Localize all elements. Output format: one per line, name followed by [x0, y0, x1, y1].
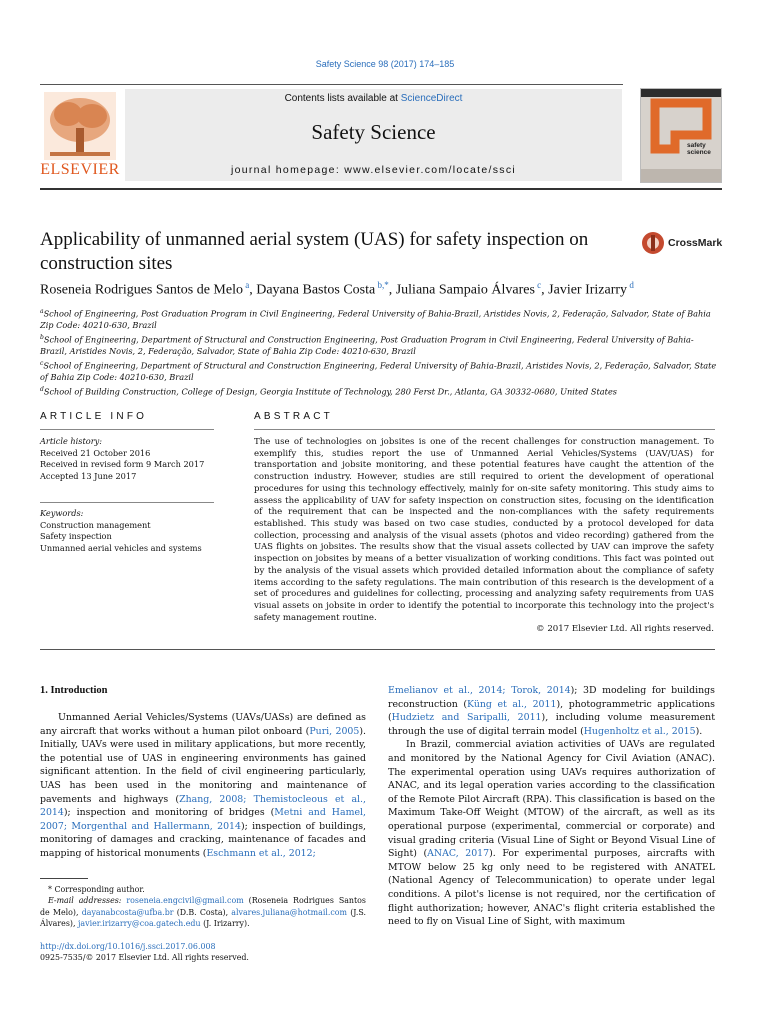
author-affiliation-marker[interactable]: c: [534, 280, 542, 290]
email-link[interactable]: roseneia.engcivil@gmail.com: [126, 896, 244, 906]
author-name: Juliana Sampaio Álvares: [395, 282, 535, 298]
reference-link[interactable]: Hudzietz and Saripalli, 2011: [391, 712, 542, 724]
paragraph-text: ); inspection of buildings, monitoring of damages and cracking, maintenance of facades and mapping of historical monuments (: [40, 820, 366, 859]
affiliation-marker: b: [40, 333, 44, 341]
paragraph-text: ). For experimental purposes, aircrafts with MTOW below 25 kg only need to be registered with ANATEL (National Agency of Telecommunication) to operate under legal conditions. A pilot's license is not required, nor the certification of flight authorization; however, ANAC's flight criteria established the need to fly on Visual Line of Sight, with maximum: [388, 848, 716, 928]
header-thick-rule: [40, 188, 722, 190]
affiliation-marker: c: [40, 359, 44, 367]
keyword-item: Construction management: [40, 519, 151, 530]
reference-link[interactable]: Hugenholtz et al., 2015: [583, 725, 696, 737]
footnote: [40, 884, 366, 930]
article-info-rule: [40, 429, 214, 430]
affiliation-text: School of Engineering, Post Graduation Program in Civil Engineering, Federal University of Bahia-Brazil, Aristides Novis, 2, Federação, Salvador, State of Bahia Zip Code: 40210-630, Brazil: [40, 308, 711, 331]
author-name: Roseneia Rodrigues Santos de Melo: [40, 282, 243, 298]
article-title: Applicability of unmanned aerial system (UAS) for safety inspection on construction sites: [40, 229, 589, 274]
intro-right-column: [388, 684, 715, 929]
author-name: Javier Irizarry: [548, 282, 628, 298]
affiliation-item: [40, 332, 720, 358]
keyword-item: Safety inspection: [40, 531, 112, 542]
author-affiliation-marker[interactable]: b,*: [375, 280, 389, 290]
doi-link[interactable]: http://dx.doi.org/10.1016/j.ssci.2017.06.008: [40, 942, 216, 951]
affiliation-marker: d: [40, 385, 44, 393]
reference-link[interactable]: Puri, 2005: [309, 725, 360, 737]
reference-link[interactable]: Küng et al., 2011: [467, 698, 557, 710]
cover-shape-icon: [641, 89, 722, 183]
introduction-heading: 1. Introduction: [40, 685, 108, 696]
intro-left-paragraph: [40, 711, 366, 861]
article-info-heading: ARTICLE INFO: [40, 411, 148, 422]
abstract-rule: [254, 429, 715, 430]
paragraph-text: ), photogrammetric applications (: [388, 698, 715, 724]
article-history: [40, 436, 220, 482]
received-date: Received 21 October 2016: [40, 447, 151, 458]
email-owner: (J. Irizarry).: [200, 919, 250, 929]
keywords-rule: [40, 502, 214, 503]
email-label: E-mail addresses:: [48, 896, 122, 906]
abstract-copyright: © 2017 Elsevier Ltd. All rights reserved.: [536, 624, 714, 634]
reference-link[interactable]: Emelianov et al., 2014; Torok, 2014: [388, 685, 571, 696]
affiliation-item: [40, 358, 720, 384]
author-affiliation-marker[interactable]: d: [627, 280, 634, 290]
intro-right-paragraph-2: [388, 738, 715, 928]
reference-link[interactable]: ANAC, 2017: [427, 848, 490, 860]
contents-line: [125, 93, 622, 104]
crossmark-label[interactable]: CrossMark: [668, 237, 723, 249]
paragraph-text: ).: [695, 725, 703, 737]
accepted-date: Accepted 13 June 2017: [40, 470, 137, 481]
cover-label: [687, 143, 721, 156]
cover-label-line-2: science: [687, 148, 711, 156]
affiliation-item: [40, 384, 720, 398]
email-link[interactable]: dayanabcosta@ufba.br: [81, 907, 174, 917]
history-label: Article history:: [40, 436, 102, 446]
email-owner: (Roseneia Rodrigues Santos de Melo),: [40, 896, 366, 917]
author-affiliation-marker[interactable]: a: [242, 280, 250, 290]
publisher-wordmark[interactable]: ELSEVIER: [40, 161, 120, 178]
paragraph-text: Unmanned Aerial Vehicles/Systems (UAVs/UASs) are defined as any aircraft that works without a human pilot onboard (: [40, 712, 366, 737]
affiliations: [40, 306, 720, 398]
reference-link[interactable]: Eschmann et al., 2012;: [206, 847, 316, 859]
affiliation-text: School of Building Construction, College of Design, Georgia Institute of Technology, 280 Ferst Dr., Atlanta, GA 30332-0680, United States: [43, 386, 618, 397]
paragraph-text: In Brazil, commercial aviation activities of UAVs are regulated and monitored by the National Agency for Civil Aviation (ANAC). The experimental operation using UAVs requires authorization of ANAC, and its legal operation varies according to the classification of the Remote Pilot Aircraft (RPA). This classification is based on the Maximum Take-Off Weight (MTOW) of the aircraft, as well as its operational purpose (experimental, commercial or corporate) and visual grading criteria (Visual Line of Sight or Beyond Visual Line of Sight) (: [388, 739, 715, 860]
keywords-block: [40, 508, 220, 554]
header-top-rule: [40, 84, 623, 85]
sciencedirect-link[interactable]: ScienceDirect: [400, 93, 463, 104]
abstract-text: The use of technologies on jobsites is one of the recent challenges for construction management. To exemplify this, studies report the use of Unmanned Aerial Vehicles/Systems (UAV/UAS) for transportation and jobsite monitoring, and these potential features have caught the attention of the construction industry. However, studies are still required to orient the development of operational procedures for using this technology effectively, mainly for on-site safety monitoring. This study aims to assess the applicability of UAV for safety inspection on construction sites, focusing on the identification of the requirement that can be inspected and the non-compliances with the safety requirements established. This study was based on two case studies, conducted by a protocol developed for data collection, processing and analysis of the visual assets (photos and video recording) gathered from the UAS flights on jobsites. The results show that the visual assets collected by UAV can improve the safety inspection on jobsites by means of a better visualization of working conditions. This fact was pointed out by the analysis of the visual assets which provided detailed information about the compliance of safety items according to the safety regulations. The main contribution of this research is the development of a set of procedures and guidelines for collecting, processing and analyzing safety requirements from UAS visual assets on jobsite in order to identify the potential to incorporate this technology into the project's safety management routine.: [254, 437, 714, 623]
affiliation-text: School of Engineering, Department of Structural and Construction Engineering, Federal University of Bahia-Brazil, Aristides Novis, 2, Federação, Salvador, State of Bahia Zip Code: 40210-630, Brazil: [40, 360, 717, 383]
reference-link[interactable]: Metni and Hamel, 2007; Morgenthal and Hallermann, 2014: [40, 807, 366, 832]
email-addresses: [40, 895, 366, 929]
elsevier-tree-logo: [44, 92, 116, 160]
journal-name: Safety Science: [311, 120, 436, 144]
keywords-label: Keywords:: [40, 508, 84, 518]
journal-citation[interactable]: Safety Science 98 (2017) 174–185: [315, 59, 455, 69]
email-link[interactable]: javier.irizarry@coa.gatech.edu: [77, 919, 201, 929]
crossmark-icon[interactable]: [641, 231, 665, 255]
footnote-rule: [40, 878, 88, 879]
author-name: Dayana Bastos Costa: [256, 282, 376, 298]
contents-prefix: Contents lists available at: [284, 93, 401, 104]
intro-right-paragraph-1: [388, 684, 715, 738]
doi-block: [40, 941, 366, 964]
cover-label-line-1: safety: [687, 142, 706, 149]
affiliation-text: School of Engineering, Department of Structural and Construction Engineering, Post Graduation Program in Civil Engineering, Federal University of Bahia-Brazil, Aristides Novis, 2, Federação, Salvador, State of Bahia Zip Code: 40210-630, Brazil: [40, 334, 694, 357]
abstract-heading: ABSTRACT: [254, 411, 333, 422]
email-link[interactable]: alvares.juliana@hotmail.com: [231, 907, 348, 917]
affiliation-marker: a: [40, 308, 44, 315]
paragraph-text: ); inspection and monitoring of bridges (: [63, 807, 275, 819]
journal-homepage[interactable]: journal homepage: www.elsevier.com/locate/ssci: [230, 164, 517, 176]
revised-date: Received in revised form 9 March 2017: [40, 459, 205, 470]
issn-line: 0925-7535/© 2017 Elsevier Ltd. All rights reserved.: [40, 953, 249, 963]
abstract-bottom-rule: [40, 649, 715, 650]
affiliation-item: [40, 306, 720, 332]
keyword-item: Unmanned aerial vehicles and systems: [40, 542, 202, 553]
journal-cover-image[interactable]: [640, 88, 722, 183]
email-owner: (D.B. Costa),: [173, 907, 232, 917]
paragraph-text: ); 3D modeling for buildings reconstruction (: [388, 685, 715, 710]
paragraph-text: ), including volume measurement through the use of digital terrain model (: [388, 712, 715, 737]
author-list: Roseneia Rodrigues Santos de Melo $^a$, Dayana Bastos Costa $^{b,*}$, Juliana Sampaio Álvares $^c$, Javier Irizarry $^d$: [40, 280, 634, 298]
email-owner: (J.S. Álvares),: [40, 907, 366, 929]
reference-link[interactable]: Zhang, 2008; Themistocleous et al., 2014: [40, 793, 366, 819]
paragraph-text: ). Initially, UAVs were used in military applications, but more recently, the potential use of UAS in engineering environments has gained significant attention. In the field of civil engineering particularly, UAS has been used in the monitoring and maintenance of pavements and highways (: [40, 725, 366, 805]
corresponding-author-note: * Corresponding author.: [48, 885, 145, 894]
